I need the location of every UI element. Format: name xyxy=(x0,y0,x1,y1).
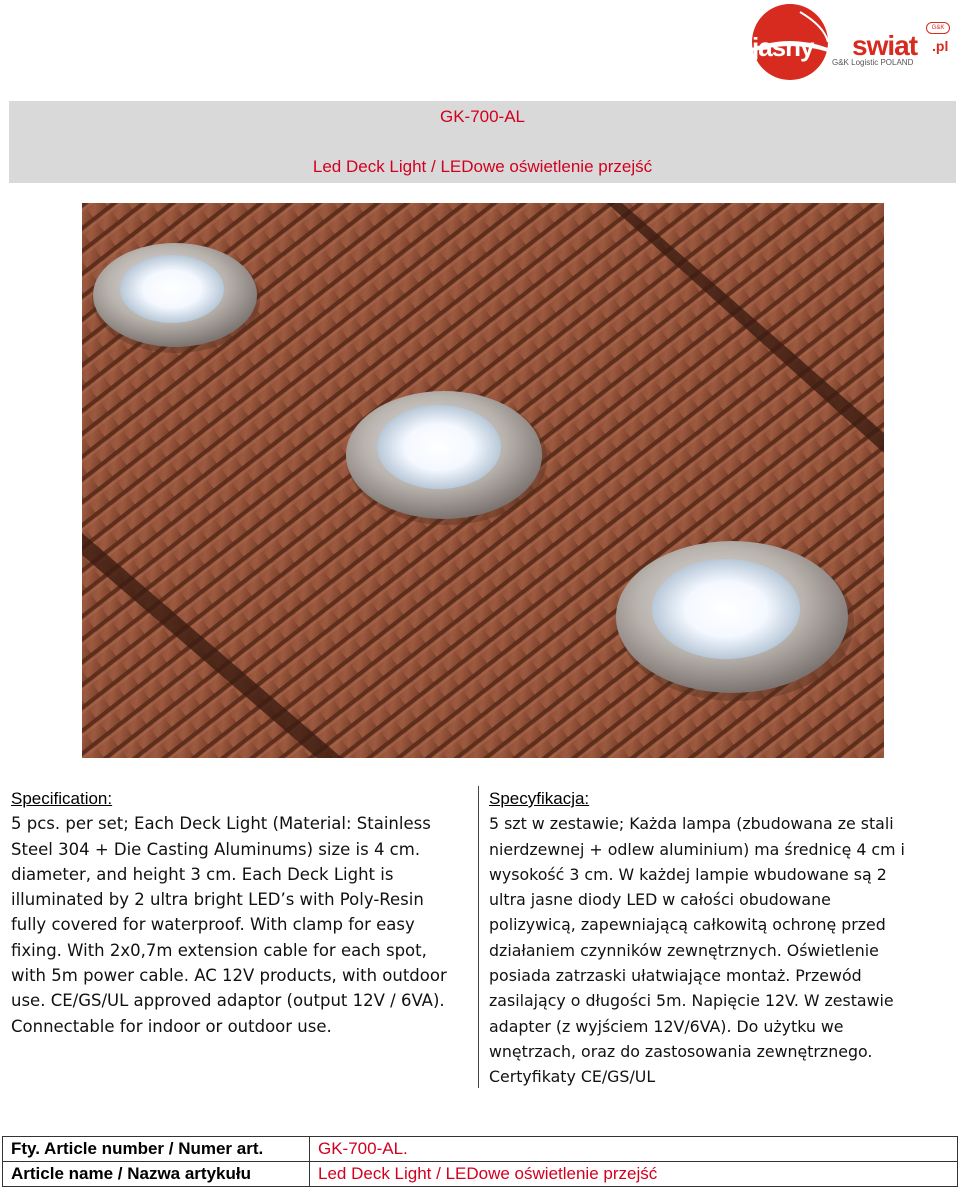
spec-pl-line: polizywicą, zapewniającą całkowitą ochronę przed xyxy=(489,915,886,935)
spec-pl-line: 5 szt w zestawie; Każda lampa (zbudowana ze stali xyxy=(489,814,894,834)
spec-en-line: fixing. With 2x0,7m extension cable for each spot, xyxy=(11,940,427,960)
article-number-value: GK-700-AL. xyxy=(310,1137,958,1162)
spec-pl-line: wysokość 3 cm. W każdej lampie wbudowane są 2 xyxy=(489,864,887,884)
spec-en-line: Steel 304 + Die Casting Aluminums) size is 4 cm. xyxy=(11,839,421,859)
product-photo xyxy=(82,203,884,758)
table-row xyxy=(3,1162,958,1187)
spec-pl-line: adapter (z wyjściem 12V/6VA). Do użytku we xyxy=(489,1016,844,1036)
spec-pl-line: zasilający o długości 5m. Napięcie 12V. W zestawie xyxy=(489,991,894,1011)
spec-en-line: diameter, and height 3 cm. Each Deck Light is xyxy=(11,864,394,884)
logo-word-swiat: swiat xyxy=(852,30,918,61)
spec-pl-line: Certyfikaty CE/GS/UL xyxy=(489,1067,656,1087)
logo-tld: .pl xyxy=(932,38,949,54)
product-code: GK-700-AL xyxy=(439,107,526,126)
column-divider xyxy=(478,786,479,1088)
spec-pl-line: posiada zatrzaski ułatwiające montaż. Przewód xyxy=(489,966,862,986)
logo-badge: G&K xyxy=(926,22,950,34)
spec-en-line: use. CE/GS/UL approved adaptor (output 12V / 6VA). xyxy=(11,991,445,1011)
spec-pl-heading: Specyfikacja: xyxy=(489,789,590,808)
article-number-label: Fty. Article number / Numer art. xyxy=(3,1137,310,1162)
article-table xyxy=(2,1136,958,1187)
article-name-value: Led Deck Light / LEDowe oświetlenie przejść xyxy=(310,1162,958,1187)
specification-polish xyxy=(489,786,939,1090)
product-name: Led Deck Light / LEDowe oświetlenie przejść xyxy=(312,157,653,176)
spec-en-line: Connectable for indoor or outdoor use. xyxy=(11,1016,332,1036)
deck-light-photo-icon xyxy=(82,203,884,758)
spec-en-line: with 5m power cable. AC 12V products, with outdoor xyxy=(11,966,447,986)
logo-subtitle: G&K Logistic POLAND xyxy=(832,58,914,67)
article-name-label: Article name / Nazwa artykułu xyxy=(3,1162,310,1187)
spec-en-heading: Specification: xyxy=(11,789,113,808)
specification-english xyxy=(11,786,471,1039)
spec-pl-line: działaniem czynników zewnętrznych. Oświetlenie xyxy=(489,940,879,960)
product-header xyxy=(9,101,956,183)
spec-en-line: fully covered for waterproof. With clamp for easy xyxy=(11,915,415,935)
spec-pl-line: wnętrzach, oraz do zastosowania zewnętrznego. xyxy=(489,1041,873,1061)
spec-en-line: 5 pcs. per set; Each Deck Light (Material: Stainless xyxy=(11,814,431,834)
spec-pl-line: nierdzewnej + odlew aluminium) ma średnicę 4 cm i xyxy=(489,839,905,859)
lamp-1 xyxy=(92,243,260,353)
spec-pl-line: ultra jasne diody LED w całości obudowane xyxy=(489,890,831,910)
logo-word-jasny: jasny xyxy=(752,32,814,62)
table-row xyxy=(3,1137,958,1162)
spec-en-line: illuminated by 2 ultra bright LED’s with Poly-Resin xyxy=(11,890,424,910)
brand-logo xyxy=(748,4,958,80)
